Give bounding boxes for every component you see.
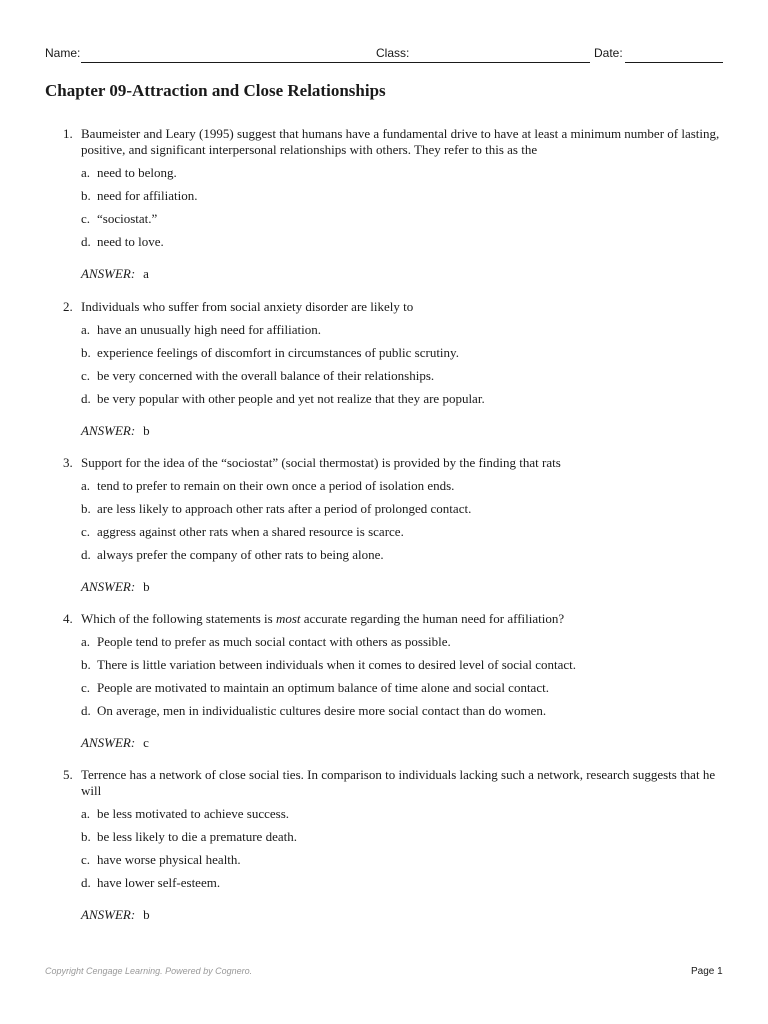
option-letter: a.	[81, 322, 91, 337]
date-label: Date:	[594, 46, 623, 60]
answer-label: ANSWER:	[81, 579, 136, 594]
option-b	[63, 829, 728, 845]
option-b	[63, 188, 728, 204]
option-a	[63, 322, 728, 338]
option-letter: d.	[81, 234, 91, 249]
page-number: Page 1	[691, 966, 723, 977]
question-number: 2.	[63, 299, 73, 314]
question-text-start: Which of the following statements is	[81, 611, 276, 626]
option-letter: c.	[81, 524, 91, 539]
question-number: 5.	[63, 767, 73, 782]
option-d	[63, 703, 728, 719]
option-a	[63, 806, 728, 822]
question-2	[63, 299, 728, 439]
option-letter: a.	[81, 165, 91, 180]
option-text: On average, men in individualistic cultures desire more social contact than do women.	[97, 703, 547, 718]
option-letter: b.	[81, 345, 91, 360]
option-text: are less likely to approach other rats after a period of prolonged contact.	[97, 501, 472, 516]
option-letter: d.	[81, 391, 91, 406]
answer-value: c	[143, 735, 149, 750]
option-b	[63, 501, 728, 517]
name-field-line[interactable]	[81, 62, 417, 63]
option-text: There is little variation between individuals when it comes to desired level of social contact.	[97, 657, 577, 672]
option-letter: b.	[81, 657, 91, 672]
answer-line	[63, 907, 728, 923]
option-letter: b.	[81, 188, 91, 203]
question-stem	[63, 611, 728, 627]
answer-value: b	[143, 579, 150, 594]
option-a	[63, 634, 728, 650]
option-c	[63, 524, 728, 540]
option-letter: d.	[81, 875, 91, 890]
option-text: need to love.	[97, 234, 164, 249]
option-text: aggress against other rats when a shared resource is scarce.	[97, 524, 404, 539]
option-text: experience feelings of discomfort in circumstances of public scrutiny.	[97, 345, 459, 360]
option-text: People are motivated to maintain an optimum balance of time alone and social contact.	[97, 680, 549, 695]
option-letter: d.	[81, 703, 91, 718]
option-text: be very concerned with the overall balance of their relationships.	[97, 368, 435, 383]
question-number: 4.	[63, 611, 73, 626]
answer-value: b	[143, 907, 150, 922]
option-text: tend to prefer to remain on their own once a period of isolation ends.	[97, 478, 455, 493]
option-b	[63, 657, 728, 673]
question-4	[63, 611, 728, 751]
option-text: People tend to prefer as much social contact with others as possible.	[97, 634, 451, 649]
question-text: Individuals who suffer from social anxiety disorder are likely to	[81, 299, 414, 314]
option-letter: a.	[81, 806, 91, 821]
answer-label: ANSWER:	[81, 735, 136, 750]
question-text-emphasis: most	[275, 611, 301, 626]
answer-value: b	[143, 423, 150, 438]
option-c	[63, 368, 728, 384]
question-number: 1.	[63, 126, 73, 141]
option-d	[63, 391, 728, 407]
answer-label: ANSWER:	[81, 423, 136, 438]
option-letter: a.	[81, 634, 91, 649]
option-d	[63, 875, 728, 891]
date-field-line[interactable]	[625, 62, 723, 63]
student-info-header	[45, 46, 725, 66]
question-stem	[63, 455, 728, 471]
option-letter: b.	[81, 829, 91, 844]
question-1	[63, 126, 728, 282]
option-letter: a.	[81, 478, 91, 493]
option-text: be less motivated to achieve success.	[97, 806, 290, 821]
option-c	[63, 680, 728, 696]
option-text: always prefer the company of other rats to being alone.	[97, 547, 384, 562]
option-a	[63, 478, 728, 494]
option-text: be very popular with other people and yet not realize that they are popular.	[97, 391, 485, 406]
option-c	[63, 211, 728, 227]
question-text: Baumeister and Leary (1995) suggest that humans have a fundamental drive to have at least a minimum number of lasting, positive, and significant interpersonal relationships with others. They refer to this as the	[81, 126, 720, 157]
answer-line	[63, 423, 728, 439]
option-b	[63, 345, 728, 361]
answer-label: ANSWER:	[81, 266, 136, 281]
question-stem	[63, 126, 728, 158]
option-text: have lower self-esteem.	[97, 875, 221, 890]
question-text-end: accurate regarding the human need for affiliation?	[300, 611, 565, 626]
answer-line	[63, 735, 728, 751]
class-field-line[interactable]	[412, 62, 590, 63]
option-letter: b.	[81, 501, 91, 516]
option-text: be less likely to die a premature death.	[97, 829, 297, 844]
answer-label: ANSWER:	[81, 907, 136, 922]
name-label: Name:	[45, 46, 81, 60]
option-text: have an unusually high need for affiliation.	[97, 322, 321, 337]
question-number: 3.	[63, 455, 73, 470]
option-letter: c.	[81, 211, 91, 226]
option-text: need for affiliation.	[97, 188, 198, 203]
page-title: Chapter 09-Attraction and Close Relationships	[45, 81, 386, 100]
option-a	[63, 165, 728, 181]
option-text: have worse physical health.	[97, 852, 241, 867]
option-d	[63, 234, 728, 250]
answer-value: a	[143, 266, 149, 281]
option-d	[63, 547, 728, 563]
option-text: “sociostat.”	[97, 211, 158, 226]
option-c	[63, 852, 728, 868]
question-3	[63, 455, 728, 595]
question-text: Terrence has a network of close social ties. In comparison to individuals lacking such a network, research suggests that he will	[81, 767, 716, 798]
option-text: need to belong.	[97, 165, 177, 180]
question-stem	[63, 299, 728, 315]
option-letter: c.	[81, 852, 91, 867]
class-label: Class:	[376, 46, 410, 60]
option-letter: c.	[81, 680, 91, 695]
question-text: Support for the idea of the “sociostat” (social thermostat) is provided by the finding that rats	[81, 455, 561, 470]
answer-line	[63, 579, 728, 595]
answer-line	[63, 266, 728, 282]
question-stem	[63, 767, 728, 799]
copyright-notice: Copyright Cengage Learning. Powered by Cognero.	[45, 966, 253, 976]
option-letter: c.	[81, 368, 91, 383]
option-letter: d.	[81, 547, 91, 562]
question-5	[63, 767, 728, 923]
